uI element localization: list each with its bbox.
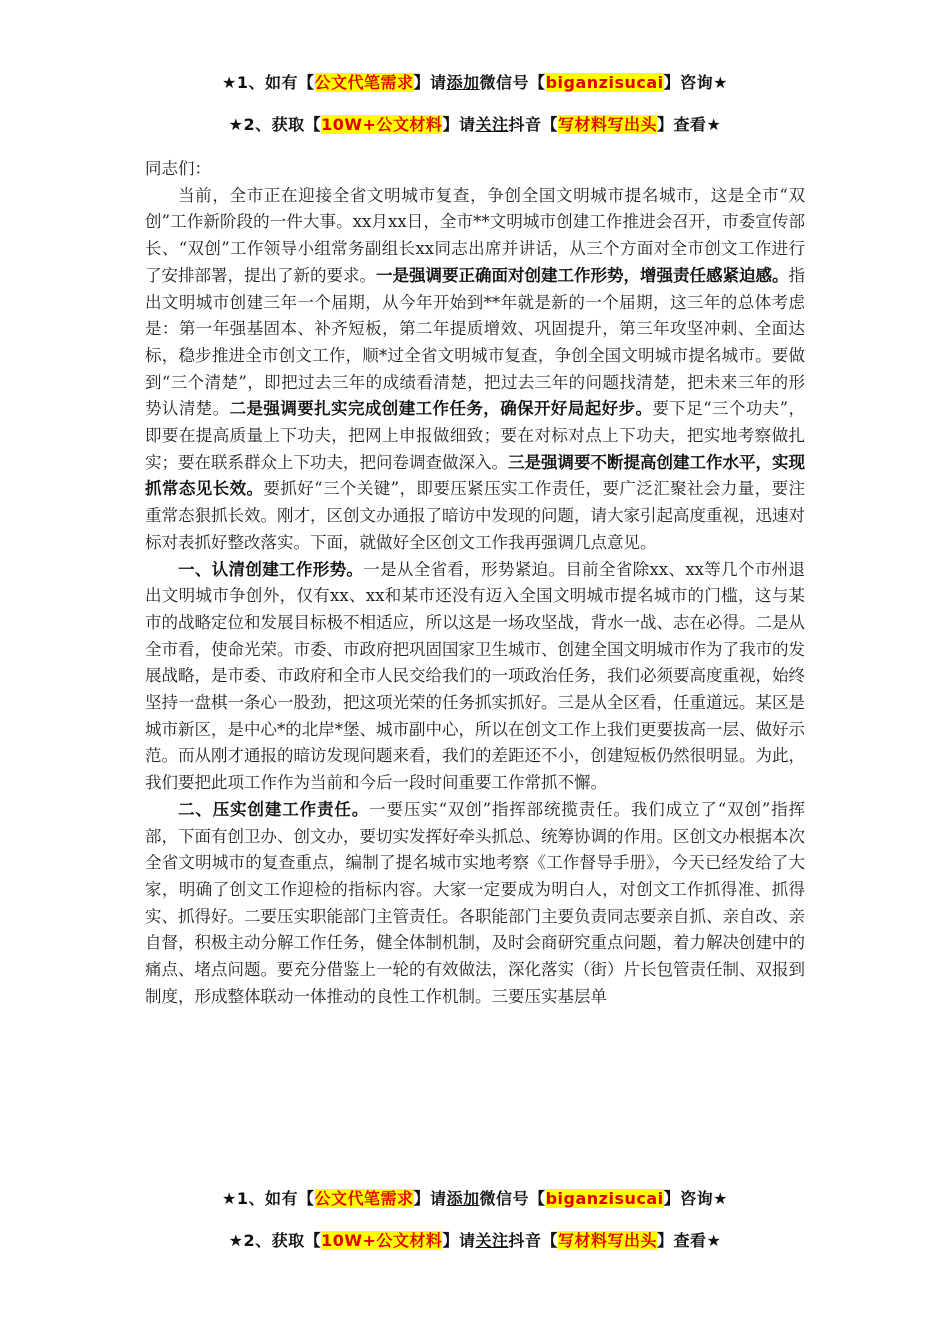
underline-add: 添加 bbox=[446, 73, 480, 92]
banner-text: 】请 bbox=[442, 115, 476, 134]
highlight-douyin-account: 写材料写出头 bbox=[557, 115, 657, 134]
banner-text: 】咨询★ bbox=[663, 1189, 728, 1208]
highlight-ghostwriting: 公文代笔需求 bbox=[314, 73, 414, 92]
banner-text: 1、如有【 bbox=[236, 73, 315, 92]
banner-top-line-2 bbox=[0, 112, 950, 135]
highlight-ghostwriting: 公文代笔需求 bbox=[314, 1189, 414, 1208]
section-heading-2: 二、压实创建工作责任。 bbox=[178, 799, 370, 819]
star-icon: ★ bbox=[222, 73, 237, 92]
banner-bottom-line-2 bbox=[0, 1228, 950, 1251]
banner-text: 微信号【 bbox=[479, 73, 546, 92]
highlight-wechat-id: biganzisucai bbox=[545, 73, 664, 92]
banner-text: 抖音【 bbox=[508, 1231, 558, 1250]
document-body bbox=[145, 156, 805, 1011]
section-heading-1: 一、认清创建工作形势。 bbox=[178, 559, 364, 579]
paragraph-intro: 当前，全市正在迎接全省文明城市复查，争创全国文明城市提名城市，这是全市“双创”工作新阶段的一件大事。xx月xx日，全市**文明城市创建工作推进会召开，市委宣传部长、“双创”工作领导小组常务副组长xx同志出席并讲话，从三个方面对全市创文工作进行了安排部署，提出了新的要求。一是强调要正确面对创建工作形势，增强责任感紧迫感。指出文明城市创建三年一个届期，从今年开始到**年就是新的一个届期，这三年的总体考虑是：第一年强基固本、补齐短板，第二年提质增效、巩固提升，第三年攻坚冲刺、全面达标，稳步推进全市创文工作，顺*过全省文明城市复查，争创全国文明城市提名城市。要做到“三个清楚”，即把过去三年的成绩看清楚，把过去三年的问题找清楚，把未来三年的形势认清楚。二是强调要扎实完成创建工作任务，确保开好局起好步。要下足“三个功夫”，即要在提高质量上下功夫，把网上申报做细致；要在对标对点上下功夫，把实地考察做扎实；要在联系群众上下功夫，把问卷调查做深入。三是强调要不断提高创建工作水平，实现抓常态见长效。要抓好“三个关键”，即要压紧压实工作责任，要广泛汇聚社会力量，要注重常态狠抓长效。刚才，区创文办通报了暗访中发现的问题，请大家引起高度重视，迅速对标对表抓好整改落实。下面，就做好全区创文工作我再强调几点意见。 bbox=[145, 185, 806, 552]
star-icon: ★ bbox=[228, 115, 244, 134]
bold-point-3: 三是强调要不断提高创建工作水平，实现抓常态见长效。 bbox=[145, 452, 805, 499]
salutation: 同志们： bbox=[145, 159, 211, 178]
banner-top-line-1 bbox=[0, 70, 950, 93]
bold-point-2: 二是强调要扎实完成创建工作任务，确保开好局起好步。 bbox=[229, 399, 653, 419]
star-icon: ★ bbox=[222, 1189, 237, 1208]
underline-follow: 关注 bbox=[475, 1231, 509, 1250]
banner-bottom-line-1 bbox=[0, 1186, 950, 1209]
star-icon: ★ bbox=[228, 1231, 244, 1250]
banner-text: 1、如有【 bbox=[236, 1189, 315, 1208]
highlight-materials: 10W+公文材料 bbox=[321, 115, 443, 134]
paragraph-section-2: 二、压实创建工作责任。一要压实“双创”指挥部统揽责任。我们成立了“双创”指挥部，下面有创卫办、创文办，要切实发挥好牵头抓总、统筹协调的作用。区创文办根据本次全省文明城市的复查重点，编制了提名城市实地考察《工作督导手册》，今天已经发给了大家，明确了创文工作迎检的指标内容。大家一定要成为明白人，对创文工作抓得准、抓得实、抓得好。二要压实职能部门主管责任。各职能部门主要负责同志要亲自抓、亲自改、亲自督，积极主动分解工作任务，健全体制机制，及时会商研究重点问题，着力解决创建中的痛点、堵点问题。要充分借鉴上一轮的有效做法，深化落实（街）片长包管责任制、双报到制度，形成整体联动一体推动的良性工作机制。三要压实基层单 bbox=[145, 799, 805, 1006]
highlight-douyin-account: 写材料写出头 bbox=[557, 1231, 657, 1250]
banner-text: 抖音【 bbox=[508, 115, 558, 134]
underline-add: 添加 bbox=[446, 1189, 480, 1208]
bold-point-1: 一是强调要正确面对创建工作形势，增强责任感紧迫感。 bbox=[376, 265, 789, 285]
highlight-materials: 10W+公文材料 bbox=[321, 1231, 443, 1250]
banner-text: 】请 bbox=[413, 73, 447, 92]
banner-text: 】查看★ bbox=[657, 115, 722, 134]
banner-text: 微信号【 bbox=[479, 1189, 546, 1208]
banner-text: 】查看★ bbox=[657, 1231, 722, 1250]
banner-text: 】咨询★ bbox=[663, 73, 728, 92]
highlight-wechat-id: biganzisucai bbox=[545, 1189, 664, 1208]
banner-text: 】请 bbox=[413, 1189, 447, 1208]
banner-text: 2、获取【 bbox=[243, 1231, 322, 1250]
banner-text: 】请 bbox=[442, 1231, 476, 1250]
underline-follow: 关注 bbox=[475, 115, 509, 134]
paragraph-section-1: 一、认清创建工作形势。一是从全省看，形势紧迫。目前全省除xx、xx等几个市州退出文明城市争创外，仅有xx、xx和某市还没有迈入全国文明城市提名城市的门槛，这与某市的战略定位和发展目标极不相适应，所以这是一场攻坚战，背水一战、志在必得。二是从全市看，使命光荣。市委、市政府把巩固国家卫生城市、创建全国文明城市作为了我市的发展战略，是市委、市政府和全市人民交给我们的一项政治任务，我们必须要高度重视，始终坚持一盘棋一条心一股劲，把这项光荣的任务抓实抓好。三是从全区看，任重道远。某区是城市新区，是中心*的北岸*堡、城市副中心，所以在创文工作上我们更要拔高一层、做好示范。而从刚才通报的暗访发现问题来看，我们的差距还不小，创建短板仍然很明显。为此，我们要把此项工作作为当前和今后一段时间重要工作常抓不懈。 bbox=[145, 559, 805, 793]
banner-text: 2、获取【 bbox=[243, 115, 322, 134]
